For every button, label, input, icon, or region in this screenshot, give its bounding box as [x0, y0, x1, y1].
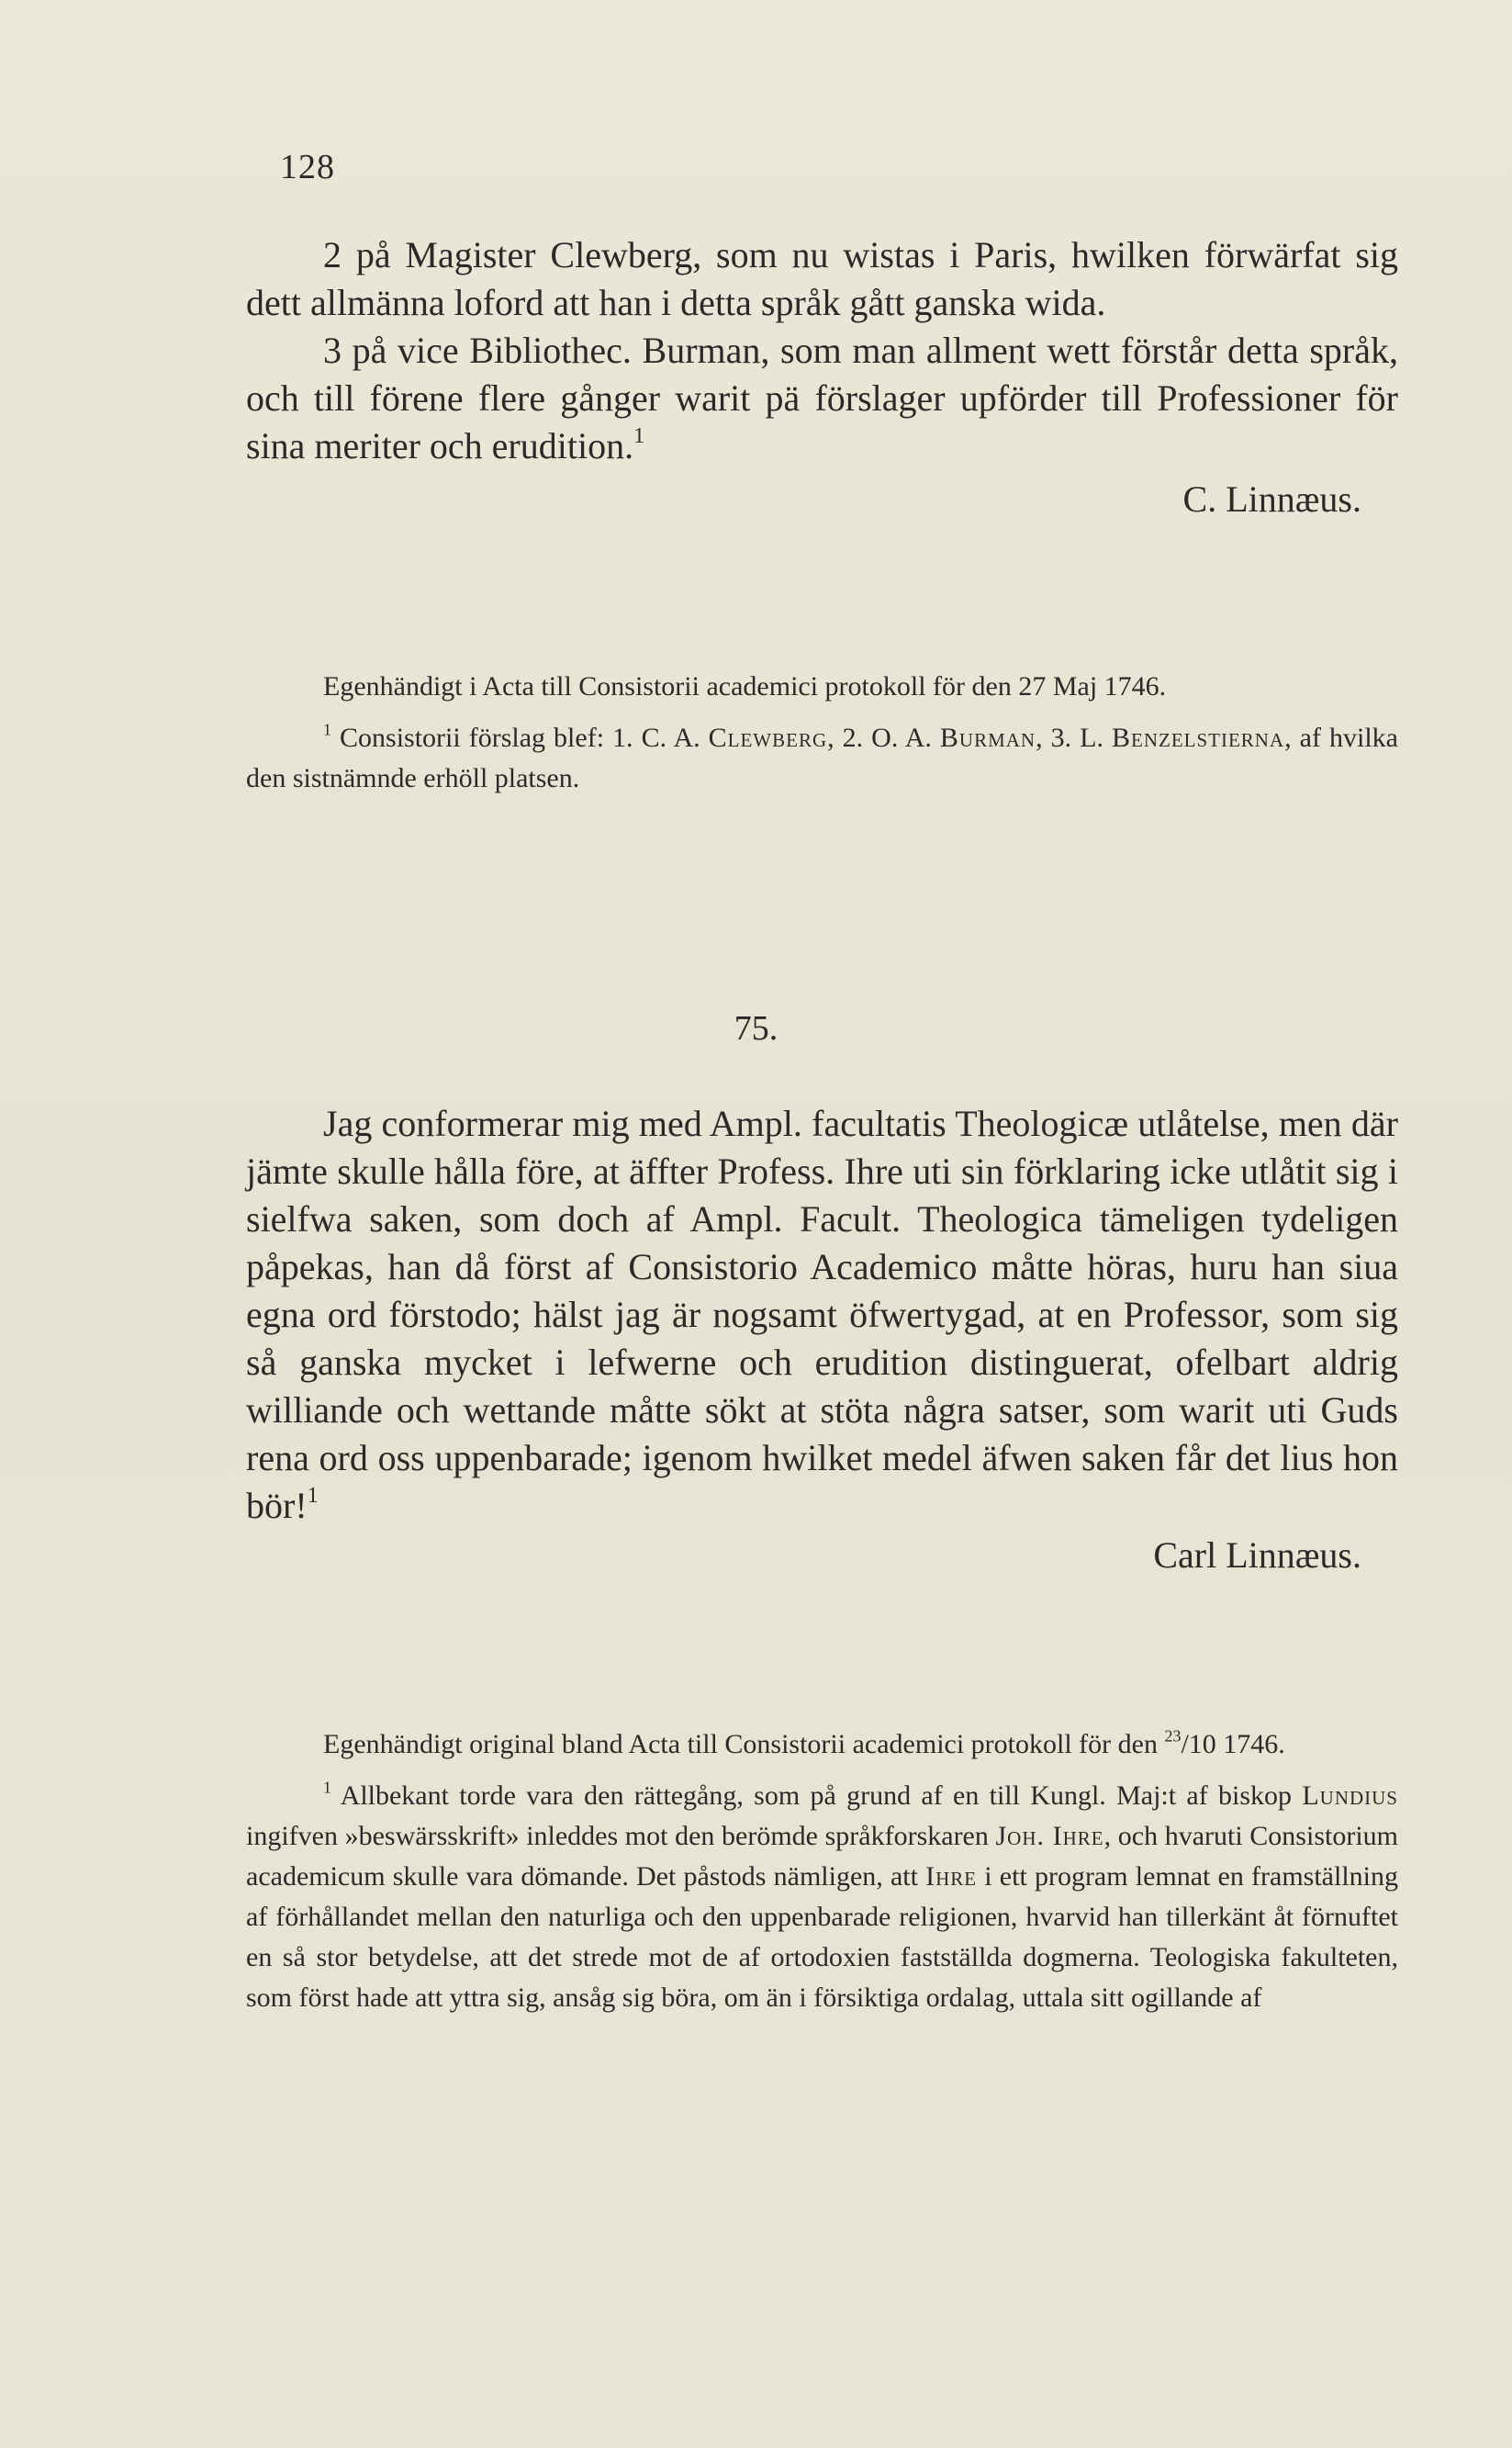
footnote-ihre	[246, 1776, 1398, 2018]
footnote-name: Lundius	[1302, 1780, 1398, 1811]
footnote-text: i ett program lemnat en framställning af förhållandet mellan den naturliga och den uppenbarade religionen, hvarvid han tillerkänt åt förnuftet en så stor betydelse, att det strede mot de af ortodoxien fastställda dogmerna. Teologiska fakulteten, som först hade att yttra sig, ansåg sig böra, om än i försiktiga ordalag, uttala sitt ogillande af	[246, 1861, 1398, 2013]
footnote-text: , 3. L.	[1036, 723, 1112, 753]
footnote-reference: 1	[307, 1484, 319, 1509]
paragraph-clewberg: 2 på Magister Clewberg, som nu wistas i Paris, hwilken förwärfat sig dett allmänna loford att han i detta språk gått ganska wida.	[246, 234, 1398, 323]
signature-linnaeus: C. Linnæus.	[1182, 478, 1361, 520]
section-number: 75.	[734, 1009, 778, 1048]
paragraph-burman-text: 3 på vice Bibliothec. Burman, som man allment wett förstår detta språk, och till förene flere gånger warit pä förslager upförder till Professioner för sina meriter och erudition.	[246, 330, 1398, 466]
top-section	[246, 231, 1398, 523]
top-source-note-block	[246, 667, 1398, 799]
footnote-name: Benzelstierna	[1111, 723, 1285, 753]
footnote-text: , 2. O. A.	[827, 723, 940, 753]
source-note-text: Egenhändigt original bland Acta till Consistorii academici protokoll för den	[323, 1729, 1165, 1759]
signature-carl-linnaeus: Carl Linnæus.	[1153, 1534, 1361, 1576]
footnote-name: Burman	[939, 723, 1036, 753]
footnote-name: Ihre	[925, 1861, 978, 1892]
footnote-name: Joh. Ihre	[995, 1821, 1104, 1851]
footnote-text: ingifven »beswärsskrift» inleddes mot den berömde språkforskaren	[246, 1821, 996, 1851]
footnote-1	[246, 718, 1398, 799]
footnote-text: Consistorii förslag blef: 1. C. A.	[331, 723, 709, 753]
footnote-text: , af hvilka den sistnämnde erhöll platsen.	[246, 723, 1398, 793]
section-75-notes	[246, 1724, 1398, 2018]
source-note: Egenhändigt i Acta till Consistorii academici protokoll för den 27 Maj 1746.	[323, 671, 1167, 702]
paragraph-burman	[246, 327, 1398, 470]
paragraph-section-75	[246, 1100, 1398, 1530]
source-note-75	[246, 1724, 1398, 1765]
footnote-name: Clewberg	[708, 723, 828, 753]
footnote-mark: 1	[323, 1778, 331, 1797]
footnote-text: , och hvaruti Consistorium academicum skulle vara dömande. Det påstods nämligen, att	[246, 1821, 1398, 1892]
date-rest: /10 1746.	[1181, 1729, 1285, 1759]
footnote-text: Allbekant torde vara den rättegång, som på grund af en till Kungl. Maj:t af biskop	[331, 1780, 1303, 1811]
page-number: 128	[280, 148, 335, 186]
paragraph-section-75-text: Jag conformerar mig med Ampl. facultatis Theologicæ utlåtelse, men där jämte skulle hålla före, at äffter Profess. Ihre uti sin förklaring icke utlåtit sig i sielfwa saken, som doch af Ampl. Facult. Theologica tämeligen tydeligen påpekas, han då först af Consistorio Academico måtte höras, huru han siua egna ord förstodo; hälst jag är nogsamt öfwertygad, at en Professor, som sig så ganska mycket i lefwerne och erudition distinguerat, ofelbart aldrig williande och wettande måtte sökt at stöta några satser, som warit uti Guds rena ord oss uppenbarade; igenom hwilket medel äfwen saken får det lius hon bör!	[246, 1103, 1398, 1526]
section-75-body	[246, 1100, 1398, 1579]
date-day: 23	[1164, 1726, 1182, 1746]
footnote-reference: 1	[633, 424, 645, 449]
footnote-mark: 1	[323, 720, 331, 739]
